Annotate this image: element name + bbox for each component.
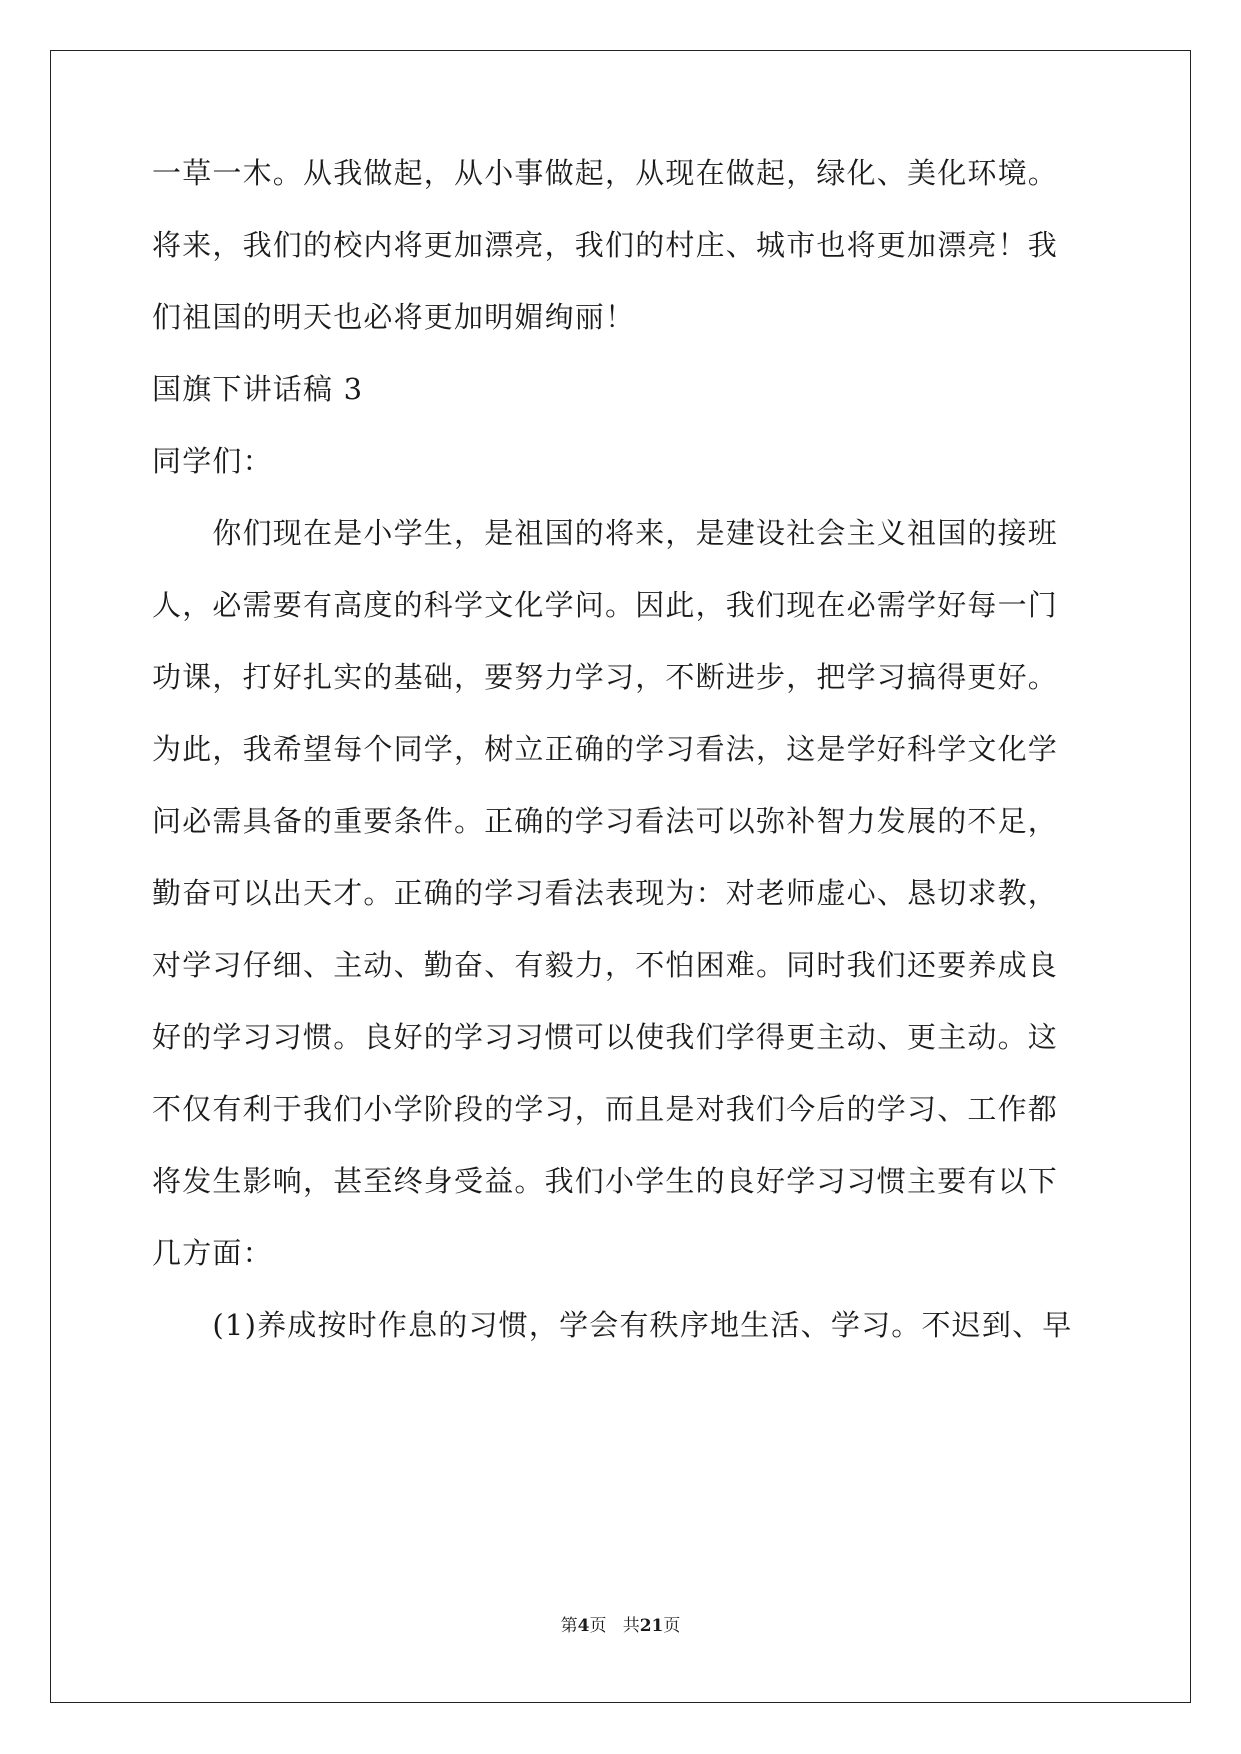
text-line: 将发生影响，甚至终身受益。我们小学生的良好学习习惯主要有以下 (152, 1164, 1059, 1198)
page-footer (0, 1615, 1241, 1637)
text-line: 好的学习习惯。良好的学习习惯可以使我们学得更主动、更主动。这 (152, 1020, 1059, 1054)
text-line: 几方面： (152, 1236, 273, 1270)
text-line: 不仅有利于我们小学阶段的学习，而且是对我们今后的学习、工作都 (152, 1092, 1059, 1126)
text-line: 功课，打好扎实的基础，要努力学习，不断进步，把学习搞得更好。 (152, 660, 1059, 694)
page-number: 4 (577, 1616, 590, 1636)
text-line: 将来，我们的校内将更加漂亮，我们的村庄、城市也将更加漂亮！我 (152, 228, 1059, 262)
text-line: 你们现在是小学生，是祖国的将来，是建设社会主义祖国的接班 (152, 516, 1059, 550)
page-unit: 页 (589, 1616, 607, 1636)
text-line: 对学习仔细、主动、勤奋、有毅力，不怕困难。同时我们还要养成良 (152, 948, 1059, 982)
salutation: 同学们： (152, 444, 273, 478)
total-unit: 页 (663, 1616, 681, 1636)
text-line: 问必需具备的重要条件。正确的学习看法可以弥补智力发展的不足， (152, 804, 1059, 838)
text-line: 为此，我希望每个同学，树立正确的学习看法，这是学好科学文化学 (152, 732, 1059, 766)
total-prefix: 共 (622, 1616, 640, 1636)
text-line: (1)养成按时作息的习惯，学会有秩序地生活、学习。不迟到、早 (152, 1308, 1073, 1342)
total-pages: 21 (639, 1616, 664, 1636)
section-heading: 国旗下讲话稿 3 (152, 372, 364, 406)
page-prefix: 第 (560, 1616, 578, 1636)
text-line: 们祖国的明天也必将更加明媚绚丽！ (152, 300, 636, 334)
text-line: 一草一木。从我做起，从小事做起，从现在做起，绿化、美化环境。 (152, 156, 1059, 190)
text-line: 勤奋可以出天才。正确的学习看法表现为：对老师虚心、恳切求教， (152, 876, 1059, 910)
text-line: 人，必需要有高度的科学文化学问。因此，我们现在必需学好每一门 (152, 588, 1059, 622)
